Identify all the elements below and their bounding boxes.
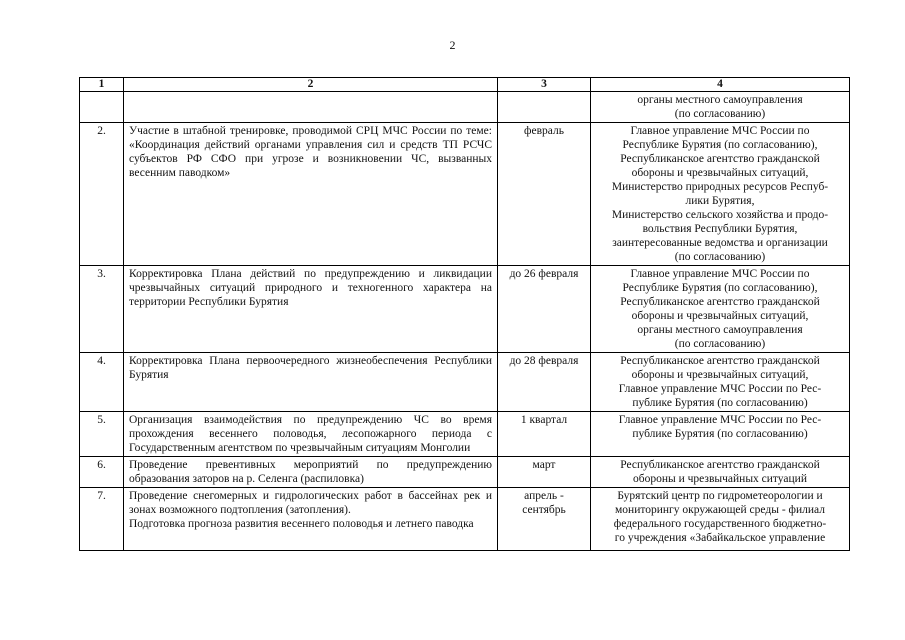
responsible-line: Бурятский центр по гидрометеорологии и xyxy=(617,490,823,502)
responsible-line: органы местного самоуправления xyxy=(637,94,803,106)
responsible-line: Главное управление МЧС России по xyxy=(630,125,810,137)
responsible-line: Главное управление МЧС России по Рес- xyxy=(618,414,822,426)
responsible-line: го учреждения «Забайкальское управление xyxy=(614,532,826,544)
row-term: до 28 февраля xyxy=(498,353,591,412)
responsible-line: лики Бурятия, xyxy=(685,195,755,207)
row-description xyxy=(124,353,498,412)
description-paragraph: Корректировка Плана действий по предупреждению и ликвидации чрезвычайных ситуаций природного и техногенного характера на территории Республики Бурятия xyxy=(129,268,492,308)
description-paragraph: Организация взаимодействия по предупреждению ЧС во время прохождения весеннего половодья, лесопожарного периода с Государственным агентством по чрезвычайным ситуациям Монголии xyxy=(129,414,492,454)
row-responsible xyxy=(591,123,850,266)
row-description xyxy=(124,123,498,266)
responsible-line: публике Бурятия (по согласованию) xyxy=(632,428,808,440)
row-description xyxy=(124,266,498,353)
row-term: до 26 февраля xyxy=(498,266,591,353)
row-responsible xyxy=(591,92,850,123)
row-responsible xyxy=(591,266,850,353)
responsible-line: Главное управление МЧС России по Рес- xyxy=(618,383,822,395)
responsible-line: Республиканское агентство гражданской xyxy=(620,355,820,367)
description-paragraph: Корректировка Плана первоочередного жизнеобеспечения Республики Бурятия xyxy=(129,355,492,381)
responsible-line: Министерство природных ресурсов Респуб- xyxy=(611,181,829,193)
responsible-line: публике Бурятия (по согласованию) xyxy=(632,397,808,409)
table-header-row xyxy=(80,78,850,92)
row-number: 5. xyxy=(80,412,124,457)
table-row xyxy=(80,353,850,412)
responsible-line: Министерство сельского хозяйства и продо- xyxy=(611,209,829,221)
row-term: 1 квартал xyxy=(498,412,591,457)
row-description xyxy=(124,488,498,551)
row-number: 3. xyxy=(80,266,124,353)
row-responsible xyxy=(591,457,850,488)
header-col-3: 3 xyxy=(498,78,591,92)
row-number: 6. xyxy=(80,457,124,488)
row-term: апрель - сентябрь xyxy=(498,488,591,551)
header-col-2: 2 xyxy=(124,78,498,92)
header-col-1: 1 xyxy=(80,78,124,92)
table-row xyxy=(80,488,850,551)
table-row xyxy=(80,92,850,123)
table-row xyxy=(80,457,850,488)
responsible-line: Республиканское агентство гражданской xyxy=(620,296,820,308)
responsible-line: Республиканское агентство гражданской xyxy=(620,153,820,165)
measures-table xyxy=(79,77,850,551)
responsible-line: органы местного самоуправления xyxy=(637,324,803,336)
row-number xyxy=(80,92,124,123)
responsible-line: обороны и чрезвычайных ситуаций, xyxy=(631,369,809,381)
responsible-line: вольствия Республики Бурятия, xyxy=(642,223,798,235)
responsible-line: Республике Бурятия (по согласованию), xyxy=(622,282,818,294)
description-paragraph: Участие в штабной тренировке, проводимой СРЦ МЧС России по теме: «Координация действий органами управления сил и средств ТП РСЧС субъектов РФ СФО при угрозе и возникновении ЧС, вызванных весенним паводком» xyxy=(129,125,492,179)
row-description xyxy=(124,457,498,488)
responsible-line: Республике Бурятия (по согласованию), xyxy=(622,139,818,151)
responsible-line: (по согласованию) xyxy=(674,108,766,120)
responsible-line: федерального государственного бюджетно- xyxy=(613,518,827,530)
responsible-line: Республиканское агентство гражданской xyxy=(620,459,820,471)
responsible-line: (по согласованию) xyxy=(674,338,766,350)
responsible-line: заинтересованные ведомства и организации xyxy=(612,237,828,249)
row-responsible xyxy=(591,353,850,412)
row-number: 4. xyxy=(80,353,124,412)
row-description xyxy=(124,412,498,457)
responsible-line: обороны и чрезвычайных ситуаций, xyxy=(631,167,809,179)
responsible-line: мониторингу окружающей среды - филиал xyxy=(615,504,825,516)
description-paragraph: Проведение снегомерных и гидрологических работ в бассейнах рек и зонах возможного подтопления (затопления). xyxy=(129,490,492,516)
header-col-4: 4 xyxy=(591,78,850,92)
row-description xyxy=(124,92,498,123)
row-responsible xyxy=(591,412,850,457)
row-term: февраль xyxy=(498,123,591,266)
table-row xyxy=(80,123,850,266)
row-term: март xyxy=(498,457,591,488)
responsible-line: обороны и чрезвычайных ситуаций, xyxy=(631,310,809,322)
responsible-line: (по согласованию) xyxy=(674,251,766,263)
row-number: 7. xyxy=(80,488,124,551)
responsible-line: Главное управление МЧС России по xyxy=(630,268,810,280)
row-term xyxy=(498,92,591,123)
row-number: 2. xyxy=(80,123,124,266)
description-paragraph: Проведение превентивных мероприятий по предупреждению образования заторов на р. Селенга (распиловка) xyxy=(129,459,492,485)
page-number: 2 xyxy=(449,38,456,52)
responsible-line: обороны и чрезвычайных ситуаций xyxy=(633,473,807,485)
table-row xyxy=(80,412,850,457)
row-responsible xyxy=(591,488,850,551)
description-paragraph: Подготовка прогноза развития весеннего половодья и летнего паводка xyxy=(129,518,474,530)
table-row xyxy=(80,266,850,353)
